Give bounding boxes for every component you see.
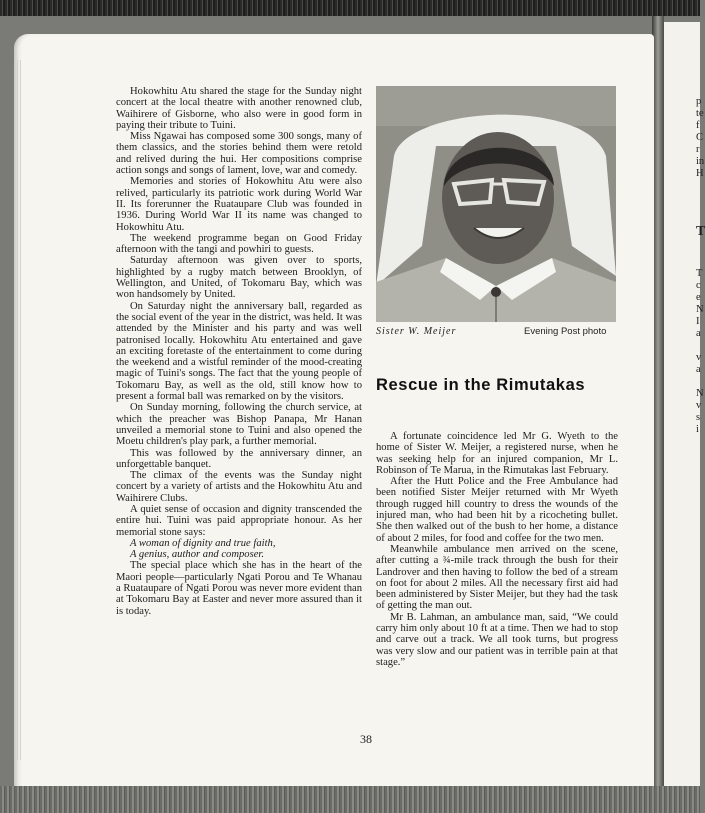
paragraph: Miss Ngawai has composed some 300 songs, many of them classics, and the stories behind them were retold and relived during the hui. Her compositions comprise action songs and songs of lament, love, war and comedy.: [116, 131, 362, 177]
photo-credit: Evening Post photo: [524, 326, 607, 337]
portrait-photo: [376, 86, 616, 322]
next-page-fragment: v: [696, 400, 702, 411]
paragraph: On Sunday morning, following the church service, at which the preacher was Bishop Panapa, Mr Hanan unveiled a memorial stone to Tuini and also opened the Moetu children's play park, a further memorial.: [116, 402, 362, 448]
next-page-fragment: i: [696, 424, 699, 435]
next-page-fragment: H: [696, 168, 704, 179]
next-page-fragment: a: [696, 364, 701, 375]
next-page-fragment: N: [696, 304, 704, 315]
next-page-fragment: e: [696, 292, 701, 303]
next-page-fragment: p: [696, 96, 702, 107]
paragraph: Saturday afternoon was given over to sports, highlighted by a rugby match between Brooklyn, of Wellington, and United, of Tokomaru Bay, which was won handsomely by United.: [116, 255, 362, 301]
next-page-edge: [664, 22, 705, 794]
paragraph: After the Hutt Police and the Free Ambulance had been notified Sister Meijer returned with Mr Wyeth through rugged hill country to dress the wounds of the injured man, who had been hit by a ricocheting bullet. She then walked out of the bush to her home, a distance of about 2 miles, for food and coffee for the two men.: [376, 476, 618, 544]
scan-bottom-border: [0, 786, 700, 813]
page-edge-stack: [14, 60, 22, 760]
next-page-fragment: te: [696, 108, 704, 119]
memorial-inscription-line: A woman of dignity and true faith,: [130, 537, 276, 549]
paragraph: Mr B. Lahman, an ambulance man, said, “We could carry him only about 10 ft at a time. Then we had to stop and carve out a track. We all took turns, but progress was very slow and our patient was in terrible pain at that stage.”: [376, 611, 618, 668]
article-headline: Rescue in the Rimutakas: [376, 376, 586, 394]
paragraph: Hokowhitu Atu shared the stage for the Sunday night concert at the local theatre with another renowned club, Waihirere of Gisborne, who also were in good form in paying their tribute to Tuini.: [116, 86, 362, 131]
next-page-fragment: a: [696, 328, 701, 339]
next-page-fragment: I: [696, 316, 700, 327]
paragraph: A quiet sense of occasion and dignity transcended the entire hui. Tuini was paid appropriate honour. As her memorial stone says:: [116, 503, 362, 538]
next-page-fragment: s: [696, 412, 701, 423]
paragraph: The climax of the events was the Sunday night concert by a variety of artists and the Hokowhitu Atu and Waihirere Clubs.: [116, 470, 362, 504]
scan-top-border: [0, 0, 700, 16]
next-page-fragment: v: [696, 352, 702, 363]
next-page-fragment: f: [696, 120, 700, 131]
paragraph: This was followed by the anniversary dinner, an unforgettable banquet.: [116, 447, 362, 470]
paragraph: On Saturday night the anniversary ball, regarded as the social event of the year in the district, was held. It was attended by the Minister and his party and was well patronised locally. Hokowhitu Atu entertained and gave an exciting foretaste of the entertainment to come during the weekend and a wistful reminder of the mood-creating magic of Tuini's songs. The fact that the young people of Tokomaru Bay, as well as the old, still know how to present a formal ball was remarked on by the visitors.: [116, 300, 362, 403]
nurse-portrait-illustration: [376, 86, 616, 322]
paragraph: The weekend programme began on Good Friday afternoon with the tangi and powhiri to guests.: [116, 232, 362, 256]
paragraph: Memories and stories of Hokowhitu Atu were also relived, particularly its patriotic work during World War II. Its forerunner the Ruataupare Club was founded in 1936. During World War II its name was changed to Hokowhitu Atu.: [116, 176, 362, 233]
right-column: [376, 431, 618, 668]
photo-caption: Sister W. Meijer: [376, 326, 457, 337]
paragraph: Meanwhile ambulance men arrived on the scene, after cutting a ¾-mile track through the bush for their Landrover and then having to follow the bed of a stream on foot for about 2 miles. All the necessary first aid had been administered by Sister Meijer, but they had the task of getting the man out.: [376, 543, 618, 612]
next-page-fragment: N: [696, 388, 704, 399]
next-page-fragment: T: [696, 224, 705, 239]
left-column: [116, 86, 362, 617]
next-page-fragment: T: [696, 268, 703, 279]
page-number: 38: [360, 732, 372, 746]
next-page-fragment: C: [696, 132, 704, 143]
paragraph: The special place which she has in the heart of the Maori people—particularly Ngati Porou and Te Whanau a Ruataupare of Ngati Porou was never more evident than at Tokomaru Bay at Easter and never more assured than it is today.: [116, 560, 362, 617]
next-page-fragment: c: [696, 280, 701, 291]
memorial-inscription-line: A genius, author and composer.: [130, 549, 264, 561]
next-page-fragment: in: [696, 156, 705, 167]
paragraph: A fortunate coincidence led Mr G. Wyeth to the home of Sister W. Meijer, a registered nurse, when he was seeking help for an injured companion, Mr L. Robinson of Te Marua, in the Rimutakas last February.: [376, 431, 618, 476]
next-page-fragment: r: [696, 144, 700, 155]
